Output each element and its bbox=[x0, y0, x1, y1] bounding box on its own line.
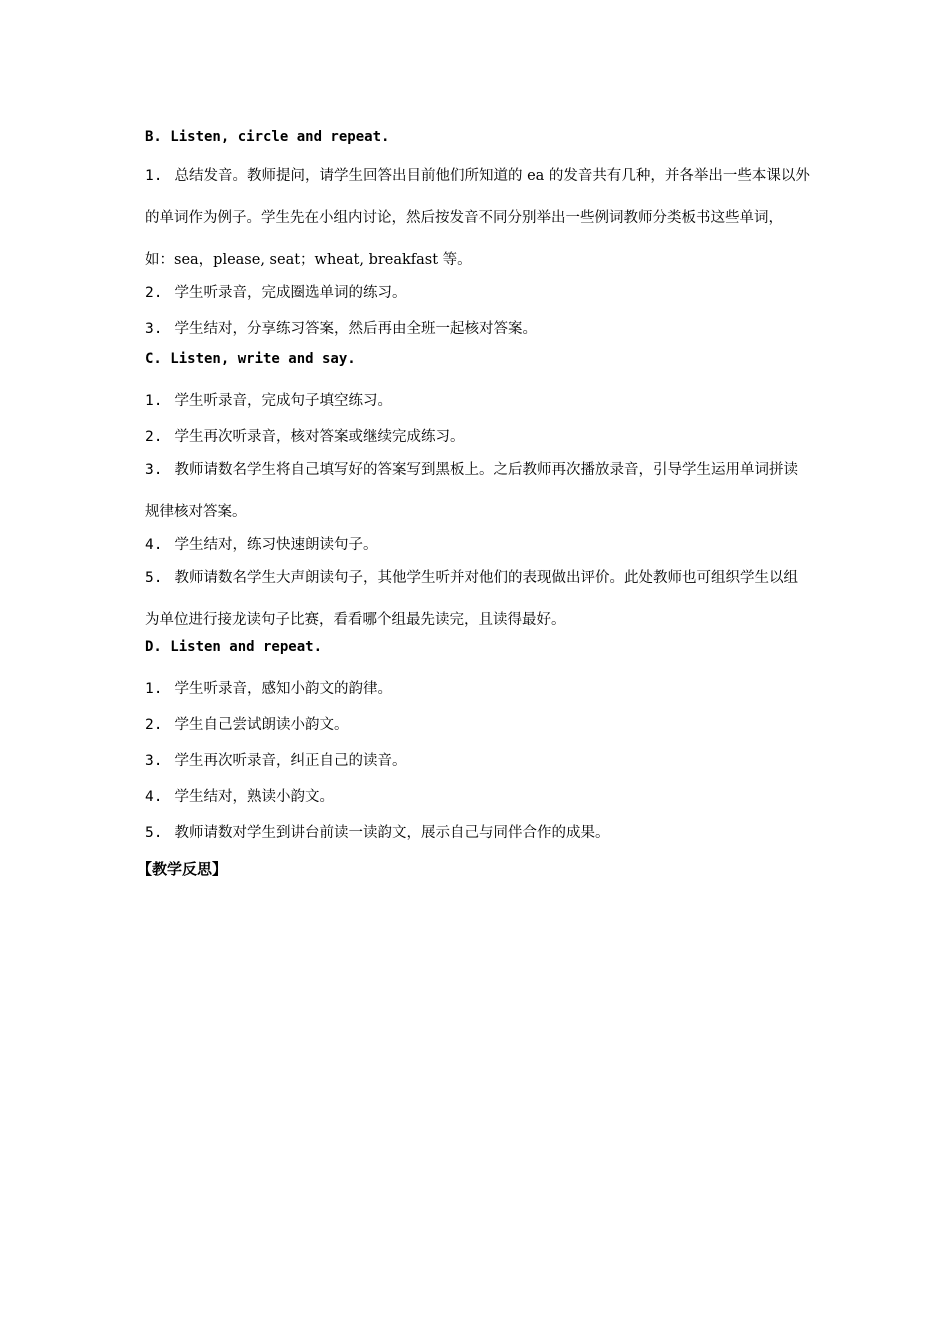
document-page bbox=[137, 125, 810, 887]
item-number: 5. bbox=[145, 570, 163, 586]
item-number: 2. bbox=[145, 429, 163, 445]
item-text: 教师请数名学生大声朗读句子，其他学生听并对他们的表现做出评价。此处教师也可组织学生以组为单位进行接龙读句子比赛，看看哪个组最先读完，且读得最好。 bbox=[145, 570, 798, 628]
section-heading: D. Listen and repeat. bbox=[145, 639, 323, 655]
item-number: 1. bbox=[145, 393, 163, 409]
list-item bbox=[145, 275, 810, 311]
section-heading: C. Listen, write and say. bbox=[145, 351, 356, 367]
item-number: 2. bbox=[145, 285, 163, 301]
item-number: 2. bbox=[145, 717, 163, 733]
item-number: 1. bbox=[145, 681, 163, 697]
item-number: 5. bbox=[145, 825, 163, 841]
item-text: 学生自己尝试朗读小韵文。 bbox=[174, 717, 349, 733]
section-d bbox=[145, 635, 810, 851]
list-item bbox=[145, 557, 810, 641]
item-number: 1. bbox=[145, 168, 163, 184]
item-text: 学生结对，熟读小韵文。 bbox=[174, 789, 334, 805]
item-number: 3. bbox=[145, 321, 163, 337]
section-heading: B. Listen, circle and repeat. bbox=[145, 129, 390, 145]
item-number: 3. bbox=[145, 753, 163, 769]
item-text: 学生结对，练习快速朗读句子。 bbox=[174, 537, 378, 553]
item-text: 总结发音。教师提问，请学生回答出目前他们所知道的 ea 的发音共有几种，并各举出一些本课以外的单词作为例子。学生先在小组内讨论，然后按发音不同分别举出一些例词教师分类板书这些单词，如：sea，please, seat；wheat, breakfast 等。 bbox=[145, 168, 810, 268]
list-item bbox=[145, 743, 810, 779]
reflection-heading: 【教学反思】 bbox=[137, 860, 228, 878]
list-item bbox=[145, 779, 810, 815]
item-text: 学生听录音，感知小韵文的韵律。 bbox=[174, 681, 392, 697]
item-text: 学生再次听录音，核对答案或继续完成练习。 bbox=[174, 429, 465, 445]
list-item bbox=[145, 311, 810, 347]
item-text: 教师请数对学生到讲台前读一读韵文，展示自己与同伴合作的成果。 bbox=[174, 825, 610, 841]
item-number: 3. bbox=[145, 462, 163, 478]
item-number: 4. bbox=[145, 789, 163, 805]
item-text: 学生结对，分享练习答案，然后再由全班一起核对答案。 bbox=[174, 321, 537, 337]
item-text: 教师请数名学生将自己填写好的答案写到黑板上。之后教师再次播放录音，引导学生运用单词拼读规律核对答案。 bbox=[145, 462, 798, 520]
item-number: 4. bbox=[145, 537, 163, 553]
list-item bbox=[145, 383, 810, 419]
item-text: 学生再次听录音，纠正自己的读音。 bbox=[174, 753, 407, 769]
item-text: 学生听录音，完成句子填空练习。 bbox=[174, 393, 392, 409]
section-c bbox=[145, 347, 810, 641]
list-item bbox=[145, 155, 810, 281]
item-text: 学生听录音，完成圈选单词的练习。 bbox=[174, 285, 407, 301]
section-b bbox=[145, 125, 810, 347]
list-item bbox=[145, 671, 810, 707]
list-item bbox=[145, 815, 810, 851]
list-item bbox=[145, 707, 810, 743]
list-item bbox=[145, 449, 810, 533]
